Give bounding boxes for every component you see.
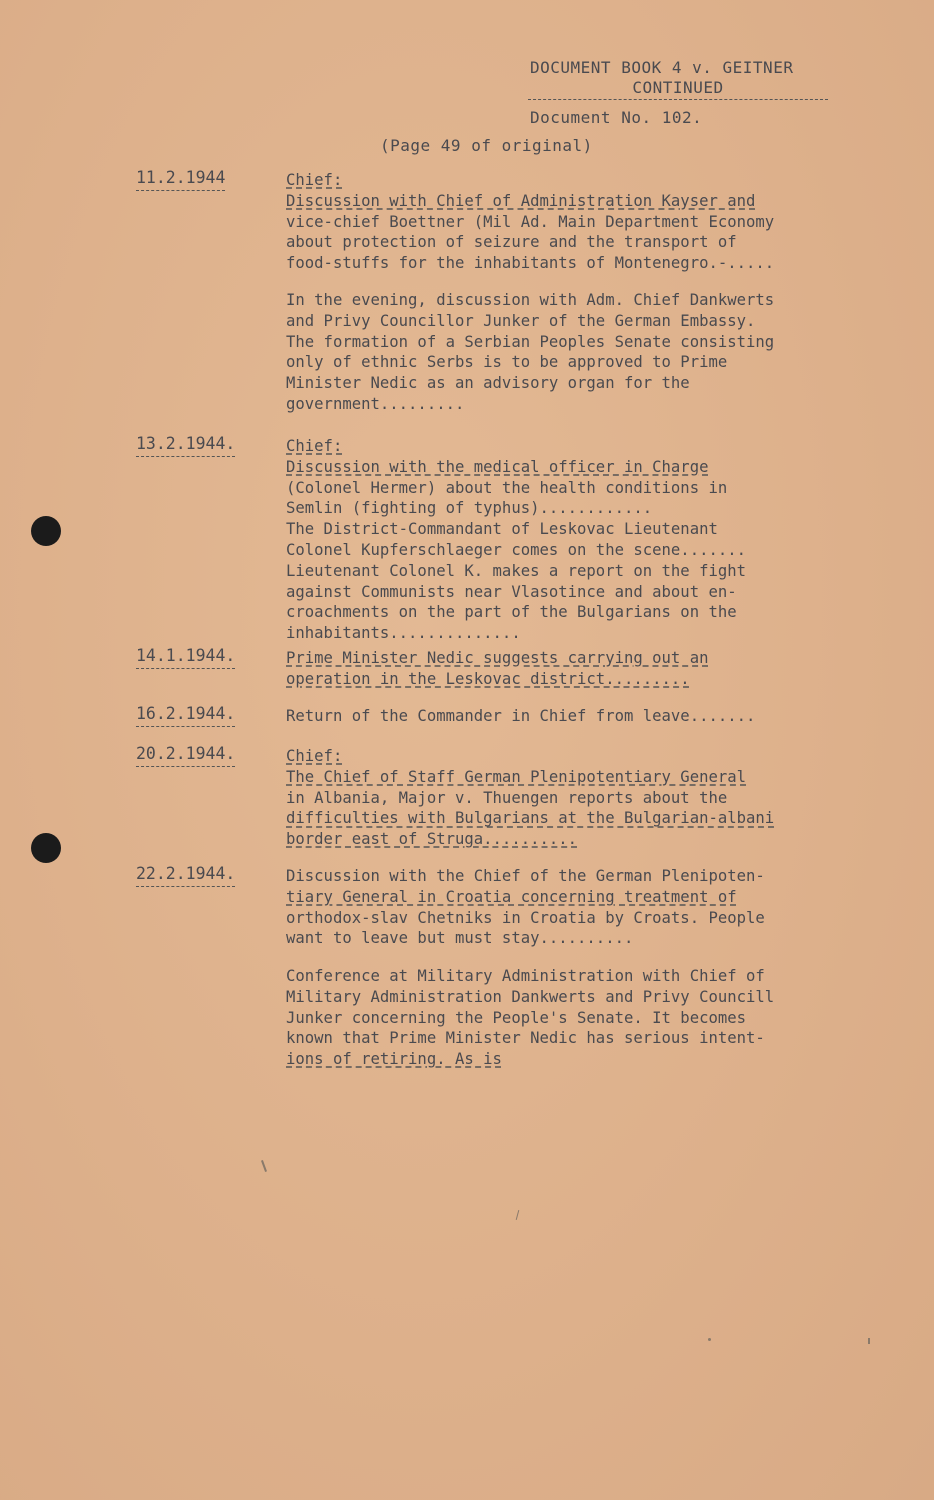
entry-date: 20.2.1944. xyxy=(136,744,235,767)
text-line: orthodox-slav Chetniks in Croatia by Croats. People xyxy=(286,908,765,927)
entry-date: 22.2.1944. xyxy=(136,864,235,887)
text-line: The Chief of Staff German Plenipotentiary General xyxy=(286,767,747,786)
text-line: Discussion with Chief of Administration Kayser and xyxy=(286,191,756,210)
document-number: Document No. 102. xyxy=(530,108,703,127)
text-line: Conference at Military Administration with Chief of xyxy=(286,967,765,985)
text-line: Semlin (fighting of typhus)............ xyxy=(286,499,653,518)
text-line: known that Prime Minister Nedic has serious intent- xyxy=(286,1029,765,1048)
text-line: The formation of a Serbian Peoples Senate consisting xyxy=(286,332,775,351)
text-line: about protection of seizure and the transport of xyxy=(286,233,737,252)
text-line: (Colonel Hermer) about the health conditions in xyxy=(286,478,728,497)
text-line: Chief: xyxy=(286,437,343,455)
text-line: Lieutenant Colonel K. makes a report on the fight xyxy=(286,561,747,580)
paper-mark xyxy=(868,1338,870,1344)
entry-date: 14.1.1944. xyxy=(136,646,235,669)
text-line: The District-Commandant of Leskovac Lieutenant xyxy=(286,520,718,539)
book-title: DOCUMENT BOOK 4 v. GEITNER xyxy=(530,58,794,77)
text-line: operation in the Leskovac district......... xyxy=(286,669,690,688)
text-line: Discussion with the Chief of the German Plenipoten- xyxy=(286,867,765,885)
paper-mark xyxy=(261,1160,267,1172)
punch-hole xyxy=(31,833,61,863)
paper-mark xyxy=(708,1338,711,1341)
text-line: only of ethnic Serbs is to be approved to Prime xyxy=(286,353,728,372)
entry-date: 13.2.1944. xyxy=(136,434,235,457)
text-line: Discussion with the medical officer in Charge xyxy=(286,457,709,476)
text-line: border east of Struga.......... xyxy=(286,830,578,849)
text-line: Return of the Commander in Chief from leave....... xyxy=(286,707,756,725)
text-line: want to leave but must stay.......... xyxy=(286,929,634,948)
text-line: Chief: xyxy=(286,171,343,189)
entry-text xyxy=(286,706,896,727)
entry-date: 11.2.1944 xyxy=(136,168,225,191)
text-line: croachments on the part of the Bulgarians on the xyxy=(286,603,737,622)
text-line: Junker concerning the People's Senate. It becomes xyxy=(286,1008,747,1027)
text-line: ions of retiring. As is xyxy=(286,1050,502,1069)
entry-date: 16.2.1944. xyxy=(136,704,235,727)
text-line: In the evening, discussion with Adm. Chief Dankwerts xyxy=(286,291,775,309)
text-line: Chief: xyxy=(286,747,343,765)
paper-mark xyxy=(516,1210,520,1220)
entry-text xyxy=(286,648,896,690)
entry-text xyxy=(286,966,896,1070)
text-line: inhabitants.............. xyxy=(286,624,521,643)
punch-hole xyxy=(31,516,61,546)
text-line: against Communists near Vlasotince and about en- xyxy=(286,582,737,601)
continued-label: CONTINUED xyxy=(528,78,828,100)
entry-text xyxy=(286,290,896,415)
page-reference: (Page 49 of original) xyxy=(380,136,593,155)
entry-text xyxy=(286,746,896,850)
text-line: Prime Minister Nedic suggests carrying out an xyxy=(286,649,709,667)
text-line: Colonel Kupferschlaeger comes on the scene....... xyxy=(286,540,747,559)
text-line: tiary General in Croatia concerning treatment of xyxy=(286,887,737,906)
text-line: vice-chief Boettner (Mil Ad. Main Department Economy xyxy=(286,212,775,231)
text-line: and Privy Councillor Junker of the German Embassy. xyxy=(286,311,756,330)
entry-text xyxy=(286,436,896,644)
text-line: food-stuffs for the inhabitants of Montenegro.-..... xyxy=(286,254,775,273)
entry-text xyxy=(286,170,896,274)
text-line: difficulties with Bulgarians at the Bulgarian-albani xyxy=(286,809,775,828)
text-line: in Albania, Major v. Thuengen reports about the xyxy=(286,788,728,807)
text-line: Minister Nedic as an advisory organ for the xyxy=(286,374,690,393)
entry-text xyxy=(286,866,896,949)
text-line: government......... xyxy=(286,394,465,413)
text-line: Military Administration Dankwerts and Privy Councill xyxy=(286,987,775,1006)
